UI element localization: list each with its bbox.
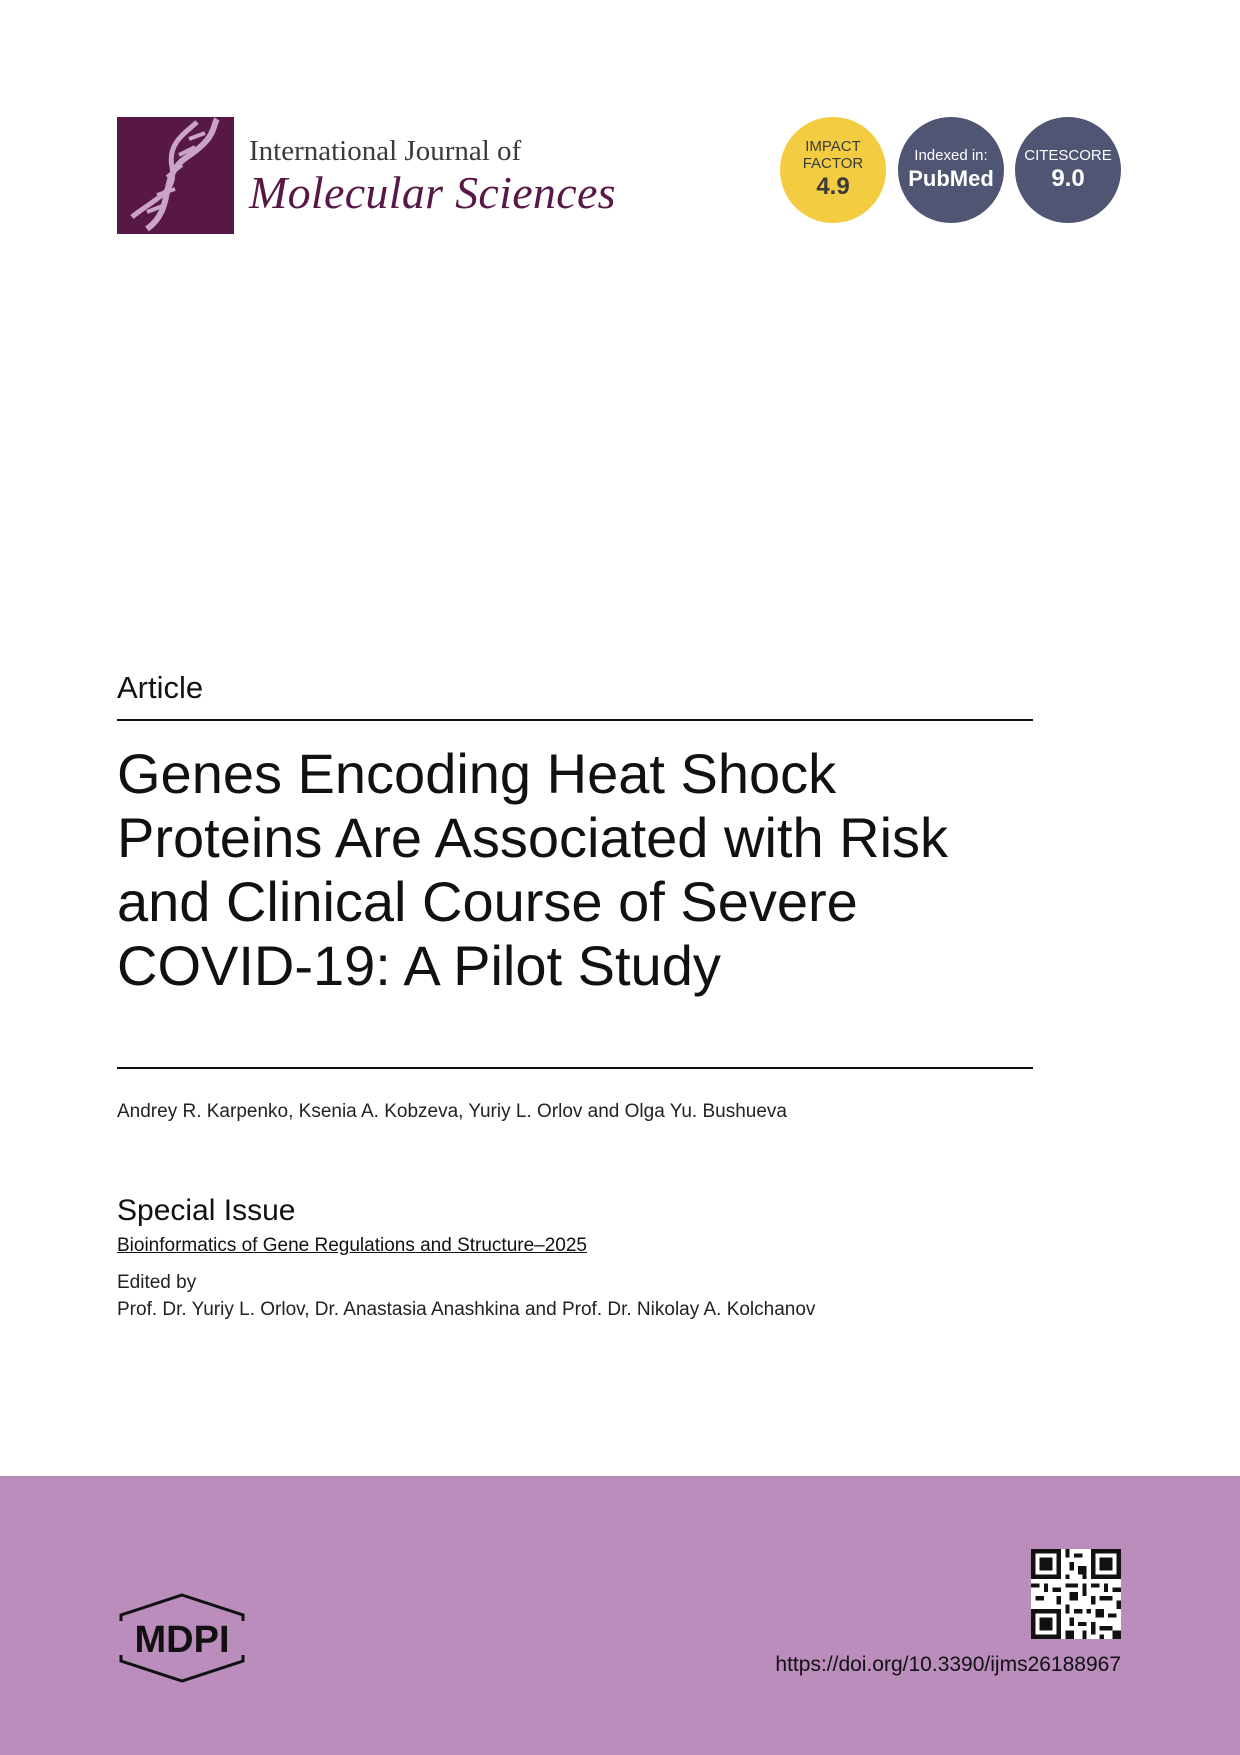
special-issue-label: Special Issue <box>117 1194 296 1227</box>
impact-label-line1: IMPACT <box>805 138 861 155</box>
edited-by-label: Edited by <box>117 1272 197 1293</box>
title-top-rule <box>117 719 1033 721</box>
article-type: Article <box>117 670 204 705</box>
special-issue-link[interactable]: Bioinformatics of Gene Regulations and Structure–2025 <box>117 1235 587 1256</box>
citescore-label: CITESCORE <box>1024 146 1112 164</box>
journal-name <box>249 134 616 218</box>
journal-name-line2: Molecular Sciences <box>249 167 616 218</box>
mdpi-logo <box>115 1593 250 1683</box>
qr-code-icon <box>1031 1549 1121 1639</box>
editor-list: Prof. Dr. Yuriy L. Orlov, Dr. Anastasia Anashkina and Prof. Dr. Nikolay A. Kolchanov <box>117 1299 816 1320</box>
journal-name-line1: International Journal of <box>249 135 522 167</box>
impact-label-line2: FACTOR <box>802 155 864 172</box>
pubmed-value: PubMed <box>908 165 994 191</box>
title-bottom-rule <box>117 1067 1033 1069</box>
article-title: Genes Encoding Heat Shock Proteins Are Associated with Risk and Clinical Course of Severe COVID-19: A Pilot Study <box>117 742 949 997</box>
citescore-value: 9.0 <box>1051 164 1085 192</box>
mdpi-logo-text: MDPI <box>134 1619 230 1661</box>
dna-helix-icon <box>117 117 234 234</box>
pubmed-badge <box>898 117 1004 223</box>
impact-factor-badge <box>780 117 886 223</box>
doi-link[interactable]: https://doi.org/10.3390/ijms26188967 <box>775 1653 1121 1676</box>
author-list: Andrey R. Karpenko, Ksenia A. Kobzeva, Yuriy L. Orlov and Olga Yu. Bushueva <box>117 1101 787 1122</box>
pubmed-label: Indexed in: <box>914 146 988 164</box>
journal-logo <box>117 117 234 234</box>
citescore-badge <box>1015 117 1121 223</box>
impact-value: 4.9 <box>816 173 850 200</box>
